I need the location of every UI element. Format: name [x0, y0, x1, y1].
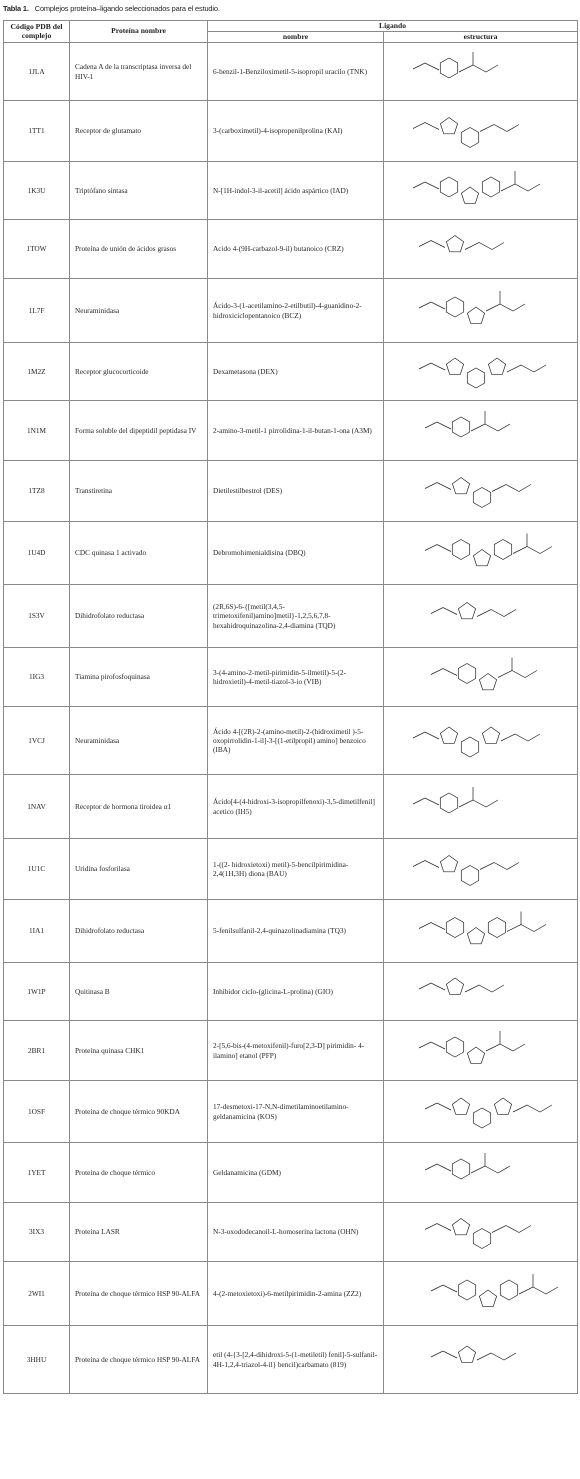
- ligand-name: 6-benzil-1-Benziloximetil-5-isopropil uracilo (TNK): [208, 43, 384, 101]
- protein-name: Proteína de choque térmico HSP 90-ALFA: [70, 1262, 208, 1326]
- ligand-structure: [384, 343, 578, 401]
- table-row: [4, 707, 578, 775]
- ligand-name: 2-[5,6-bis-(4-metoxifenil)-furo[2,3-D] pirimidin- 4-ilamino] etanol (PFP): [208, 1021, 384, 1081]
- pdb-code: 1JLA: [4, 43, 70, 101]
- ligand-name: (2R,6S)-6-{[metil(3,4,5-trimetoxifenil)amino]metil}-1,2,5,6,7,8-hexahidroquinazolina-2,4-diamina (TQD): [208, 585, 384, 648]
- table-row: [4, 343, 578, 401]
- pdb-code: 1IG3: [4, 648, 70, 707]
- caption-text: Complejos proteína–ligando seleccionados para el estudio.: [34, 4, 220, 13]
- ligand-structure: [384, 900, 578, 963]
- ligand-name: Inhibidor ciclo-(glicina-L-prolina) (GIO): [208, 963, 384, 1021]
- pdb-code: 1L7F: [4, 279, 70, 343]
- ligand-name: Dexametasona (DEX): [208, 343, 384, 401]
- ligand-structure: [384, 1326, 578, 1394]
- ligand-name: Geldanamicina (GDM): [208, 1143, 384, 1203]
- ligand-structure: [384, 1203, 578, 1262]
- pdb-code: 1NAV: [4, 775, 70, 839]
- table-row: [4, 900, 578, 963]
- chemical-structure-drawing: [389, 842, 573, 897]
- ligand-structure: [384, 1262, 578, 1326]
- chemical-structure-drawing: [389, 223, 573, 276]
- table-row: [4, 1262, 578, 1326]
- chemical-structure-drawing: [389, 282, 573, 340]
- chemical-structure-drawing: [389, 404, 573, 458]
- protein-name: Dihidrofolato reductasa: [70, 900, 208, 963]
- protein-name: CDC quinasa 1 activado: [70, 522, 208, 585]
- ligand-structure: [384, 963, 578, 1021]
- protein-name: Receptor de hormona tiroidea α1: [70, 775, 208, 839]
- protein-name: Proteína de choque térmico 90KDA: [70, 1081, 208, 1143]
- pdb-code: 1TOW: [4, 220, 70, 279]
- protein-name: Tiamina pirofosfoquinasa: [70, 648, 208, 707]
- ligand-structure: [384, 1143, 578, 1203]
- ligand-name: 4-(2-metoxietoxi)-6-metilpirimidin-2-amina (ZZ2): [208, 1262, 384, 1326]
- pdb-code: 1YET: [4, 1143, 70, 1203]
- protein-name: Quitinasa B: [70, 963, 208, 1021]
- pdb-code: 1M2Z: [4, 343, 70, 401]
- ligand-name: 2-amino-3-metil-1 pirrolidina-1-il-butan-1-ona (A3M): [208, 401, 384, 461]
- pdb-code: 1TZ8: [4, 461, 70, 522]
- protein-name: Neuraminidasa: [70, 707, 208, 775]
- table-caption: [3, 4, 220, 13]
- header-code: Código PDB del complejo: [4, 21, 70, 43]
- ligand-name: Dietilestilbestrol (DES): [208, 461, 384, 522]
- pdb-code: 1K3U: [4, 162, 70, 220]
- ligand-name: 3-(carboximetil)-4-isopropenilprolina (KAI): [208, 101, 384, 162]
- pdb-code: 1N1M: [4, 401, 70, 461]
- ligand-structure: [384, 775, 578, 839]
- ligand-structure: [384, 648, 578, 707]
- ligand-name: 17-desmetoxi-17-N,N-dimetilaminoetilamino- geldanamicina (KOS): [208, 1081, 384, 1143]
- table-row: [4, 839, 578, 900]
- protein-name: Proteína de unión de ácidos grasos: [70, 220, 208, 279]
- protein-name: Proteína de choque térmico HSP 90-ALFA: [70, 1326, 208, 1394]
- table-row: [4, 220, 578, 279]
- table-row: [4, 775, 578, 839]
- ligand-name: 5-fenilsulfanil-2,4-quinazolinadiamina (TQ3): [208, 900, 384, 963]
- protein-name: Receptor glucocorticoide: [70, 343, 208, 401]
- protein-name: Triptófano sintasa: [70, 162, 208, 220]
- pdb-code: 1U4D: [4, 522, 70, 585]
- ligand-name: Ácido-3-(1-acetilamino-2-etilbutil)-4-guanidino-2-hidroxiciclopentanoico (BCZ): [208, 279, 384, 343]
- table-row: [4, 648, 578, 707]
- chemical-structure-drawing: [389, 903, 573, 960]
- ligand-structure: [384, 43, 578, 101]
- table-row: [4, 522, 578, 585]
- protein-name: Proteína quinasa CHK1: [70, 1021, 208, 1081]
- ligand-structure: [384, 279, 578, 343]
- pdb-code: 1U1C: [4, 839, 70, 900]
- table-row: [4, 963, 578, 1021]
- ligand-structure: [384, 522, 578, 585]
- ligand-structure: [384, 401, 578, 461]
- pdb-code: 1W1P: [4, 963, 70, 1021]
- table-row: [4, 43, 578, 101]
- header-ligand-structure: estructura: [384, 32, 578, 43]
- protein-name: Proteína LASR: [70, 1203, 208, 1262]
- pdb-code: 1TT1: [4, 101, 70, 162]
- header-ligand: Ligando: [208, 21, 578, 32]
- ligand-structure: [384, 461, 578, 522]
- pdb-code: 2BR1: [4, 1021, 70, 1081]
- ligand-name: Acido 4-(9H-carbazol-9-il) butanoico (CRZ): [208, 220, 384, 279]
- chemical-structure-drawing: [389, 966, 573, 1018]
- protein-name: Dihidrofolato reductasa: [70, 585, 208, 648]
- table-row: [4, 1081, 578, 1143]
- table-row: [4, 401, 578, 461]
- chemical-structure-drawing: [389, 1329, 573, 1391]
- ligand-name: Debromohimenialdisina (DBQ): [208, 522, 384, 585]
- pdb-code: 1OSF: [4, 1081, 70, 1143]
- pdb-code: 1VCJ: [4, 707, 70, 775]
- pdb-code: 3IX3: [4, 1203, 70, 1262]
- ligand-structure: [384, 1021, 578, 1081]
- ligand-name: 1-((2- hidroxietoxi) metil)-5-bencilpirimidina- 2,4(1H,3H) diona (BAU): [208, 839, 384, 900]
- ligand-structure: [384, 585, 578, 648]
- protein-name: Neuraminidasa: [70, 279, 208, 343]
- ligand-name: Ácido[4-(4-hidroxi-3-isopropilfenoxi)-3,5-dimetilfenil] acetico (IH5): [208, 775, 384, 839]
- caption-label: Tabla 1.: [3, 4, 29, 13]
- protein-name: Uridina fosforilasa: [70, 839, 208, 900]
- chemical-structure-drawing: [389, 104, 573, 159]
- ligand-structure: [384, 839, 578, 900]
- pdb-code: 1IA1: [4, 900, 70, 963]
- chemical-structure-drawing: [389, 1265, 573, 1323]
- chemical-structure-drawing: [389, 1206, 573, 1259]
- table-row: [4, 1021, 578, 1081]
- ligand-name: Ácido 4-[(2R)-2-(amino-metil)-2-(hidroximetil )-5-oxopirrolidin-1-il]-3-[(1-etilpropil) amino] benzoico (IBA): [208, 707, 384, 775]
- table-row: [4, 279, 578, 343]
- ligand-structure: [384, 220, 578, 279]
- protein-name: Proteína de choque térmico: [70, 1143, 208, 1203]
- ligand-name: N-[1H-indol-3-il-acetil] ácido aspártico (IAD): [208, 162, 384, 220]
- ligand-structure: [384, 101, 578, 162]
- protein-name: Cadena A de la transcriptasa inversa del HIV-1: [70, 43, 208, 101]
- header-protein: Proteína nombre: [70, 21, 208, 43]
- chemical-structure-drawing: [389, 525, 573, 582]
- table-row: [4, 1143, 578, 1203]
- chemical-structure-drawing: [389, 778, 573, 836]
- table-row: [4, 585, 578, 648]
- pdb-code: 3HHU: [4, 1326, 70, 1394]
- table-body: [4, 43, 578, 1394]
- protein-name: Transtiretina: [70, 461, 208, 522]
- ligand-name: 3-(4-amino-2-metil-pirimidin-5-ilmetil)-5-(2-hidroxietil)-4-metil-tiazol-3-io (VIB): [208, 648, 384, 707]
- ligand-name: etil (4-{3-[2,4-dihidroxi-5-(1-metiletil) fenil]-5-sulfanil-4H-1,2,4-triazol-4-il} bencil)carbamato (819): [208, 1326, 384, 1394]
- chemical-structure-drawing: [389, 1084, 573, 1140]
- chemical-structure-drawing: [389, 46, 573, 98]
- table-row: [4, 101, 578, 162]
- table-row: [4, 162, 578, 220]
- chemical-structure-drawing: [389, 1024, 573, 1078]
- chemical-structure-drawing: [389, 464, 573, 519]
- chemical-structure-drawing: [389, 588, 573, 645]
- table-row: [4, 1203, 578, 1262]
- chemical-structure-drawing: [389, 651, 573, 704]
- pdb-code: 1S3V: [4, 585, 70, 648]
- ligand-structure: [384, 1081, 578, 1143]
- protein-name: Receptor de glutamato: [70, 101, 208, 162]
- chemical-structure-drawing: [389, 710, 573, 772]
- ligand-table: [3, 20, 578, 1394]
- pdb-code: 2WI1: [4, 1262, 70, 1326]
- chemical-structure-drawing: [389, 165, 573, 217]
- table-row: [4, 461, 578, 522]
- chemical-structure-drawing: [389, 1146, 573, 1200]
- ligand-name: N-3-oxododecanoil-L-homoserina lactona (OHN): [208, 1203, 384, 1262]
- protein-name: Forma soluble del dipeptidil peptidasa IV: [70, 401, 208, 461]
- ligand-structure: [384, 162, 578, 220]
- chemical-structure-drawing: [389, 346, 573, 398]
- header-ligand-name: nombre: [208, 32, 384, 43]
- table-row: [4, 1326, 578, 1394]
- ligand-structure: [384, 707, 578, 775]
